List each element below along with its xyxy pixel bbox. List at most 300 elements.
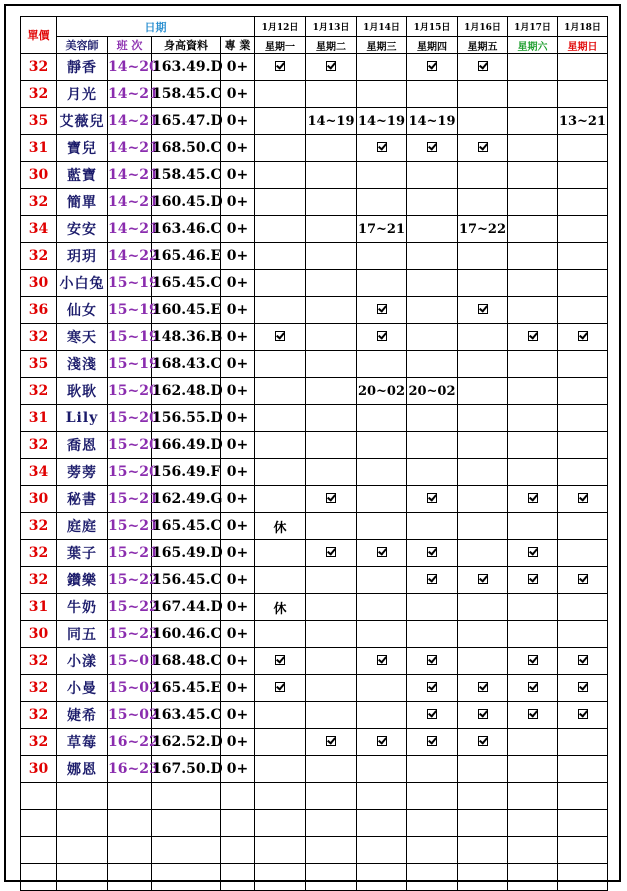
shift-cell: 15~20 (108, 432, 152, 459)
checkbox-checked-icon (578, 655, 588, 665)
empty-cell (508, 837, 558, 864)
day-cell (407, 162, 458, 189)
body-cell: 165.46.E (152, 243, 221, 270)
pro-cell: 0+ (221, 189, 255, 216)
body-cell: 160.45.D (152, 189, 221, 216)
checkbox-checked-icon (377, 655, 387, 665)
pro-cell: 0+ (221, 297, 255, 324)
checkbox-checked-icon (326, 736, 336, 746)
day-cell (558, 243, 608, 270)
day-cell (357, 675, 407, 702)
empty-cell (306, 810, 357, 837)
checkbox-checked-icon (377, 304, 387, 314)
name-cell: 同五 (57, 621, 108, 648)
day-cell (357, 324, 407, 351)
day-cell: 17~22 (458, 216, 508, 243)
empty-cell (407, 783, 458, 810)
price-cell: 32 (21, 378, 57, 405)
weekday-cell-sunday: 星期日 (558, 37, 608, 54)
day-cell (255, 81, 306, 108)
checkbox-checked-icon (377, 736, 387, 746)
empty-cell (306, 864, 357, 891)
empty-row (21, 783, 608, 810)
day-cell: 17~21 (357, 216, 407, 243)
day-cell (458, 540, 508, 567)
day-cell (357, 459, 407, 486)
shift-cell: 15~20 (108, 405, 152, 432)
checkbox-checked-icon (528, 331, 538, 341)
name-cell: 淺淺 (57, 351, 108, 378)
name-cell: 蒡蒡 (57, 459, 108, 486)
checkbox-checked-icon (578, 574, 588, 584)
header-row-2 (21, 37, 608, 54)
price-cell: 32 (21, 540, 57, 567)
day-cell (357, 297, 407, 324)
shift-cell: 14~21 (108, 216, 152, 243)
body-header: 身高資料 (152, 37, 221, 54)
table-row (21, 378, 608, 405)
table-row (21, 81, 608, 108)
day-cell (508, 756, 558, 783)
day-cell (458, 594, 508, 621)
empty-cell (152, 810, 221, 837)
table-row (21, 702, 608, 729)
checkbox-checked-icon (427, 709, 437, 719)
day-cell (508, 162, 558, 189)
checkbox-checked-icon (578, 709, 588, 719)
day-cell (508, 270, 558, 297)
body-cell: 162.48.D (152, 378, 221, 405)
day-cell (558, 594, 608, 621)
day-cell (558, 189, 608, 216)
empty-cell (458, 837, 508, 864)
day-cell: 14~19 (407, 108, 458, 135)
day-cell (407, 135, 458, 162)
checkbox-checked-icon (427, 61, 437, 71)
checkbox-checked-icon (275, 61, 285, 71)
pro-cell: 0+ (221, 405, 255, 432)
body-cell: 165.45.E (152, 675, 221, 702)
name-cell: 仙女 (57, 297, 108, 324)
day-cell (558, 432, 608, 459)
day-cell (407, 540, 458, 567)
schedule-body (21, 54, 608, 891)
pro-cell: 0+ (221, 270, 255, 297)
name-cell: 鑽樂 (57, 567, 108, 594)
day-cell (306, 756, 357, 783)
name-cell: 月光 (57, 81, 108, 108)
day-cell (306, 135, 357, 162)
checkbox-checked-icon (427, 655, 437, 665)
day-cell (255, 297, 306, 324)
day-cell (407, 459, 458, 486)
checkbox-checked-icon (478, 142, 488, 152)
day-cell (407, 432, 458, 459)
day-cell (508, 405, 558, 432)
shift-cell: 14~22 (108, 243, 152, 270)
day-cell: 20~02 (407, 378, 458, 405)
name-cell: 耿耿 (57, 378, 108, 405)
day-cell (255, 378, 306, 405)
checkbox-checked-icon (427, 736, 437, 746)
checkbox-checked-icon (528, 547, 538, 557)
shift-cell: 15~20 (108, 378, 152, 405)
empty-cell (508, 783, 558, 810)
table-row (21, 351, 608, 378)
day-cell (357, 621, 407, 648)
day-cell (306, 540, 357, 567)
day-cell (508, 486, 558, 513)
day-cell (508, 648, 558, 675)
day-cell (306, 702, 357, 729)
day-cell (407, 567, 458, 594)
day-cell (255, 270, 306, 297)
name-cell: 婕希 (57, 702, 108, 729)
price-cell: 32 (21, 648, 57, 675)
checkbox-checked-icon (578, 331, 588, 341)
day-cell (357, 567, 407, 594)
empty-cell (108, 810, 152, 837)
day-cell (558, 297, 608, 324)
day-cell (558, 567, 608, 594)
price-cell: 36 (21, 297, 57, 324)
empty-cell (108, 783, 152, 810)
name-header: 美容師 (57, 37, 108, 54)
table-row (21, 162, 608, 189)
day-cell: 休 (255, 513, 306, 540)
day-cell (558, 162, 608, 189)
date-cell: 1月14日 (357, 17, 407, 37)
pro-cell: 0+ (221, 162, 255, 189)
day-cell (508, 459, 558, 486)
checkbox-checked-icon (326, 547, 336, 557)
shift-cell: 14~21 (108, 189, 152, 216)
day-cell (407, 513, 458, 540)
pro-cell: 0+ (221, 702, 255, 729)
body-cell: 158.45.C (152, 162, 221, 189)
price-cell: 32 (21, 675, 57, 702)
shift-cell: 15~22 (108, 567, 152, 594)
empty-cell (255, 837, 306, 864)
day-cell (357, 648, 407, 675)
pro-cell: 0+ (221, 648, 255, 675)
body-cell: 156.49.F (152, 459, 221, 486)
price-cell: 31 (21, 405, 57, 432)
day-cell (558, 702, 608, 729)
day-cell (306, 351, 357, 378)
checkbox-checked-icon (578, 682, 588, 692)
table-row (21, 513, 608, 540)
shift-cell: 15~19 (108, 270, 152, 297)
empty-cell (558, 810, 608, 837)
day-cell (558, 621, 608, 648)
body-cell: 163.49.D (152, 54, 221, 81)
empty-cell (57, 810, 108, 837)
header-row-1 (21, 17, 608, 37)
name-cell: 小漾 (57, 648, 108, 675)
empty-cell (221, 864, 255, 891)
body-cell: 163.46.C (152, 216, 221, 243)
shift-cell: 15~23 (108, 621, 152, 648)
day-cell (458, 648, 508, 675)
name-cell: 寶兒 (57, 135, 108, 162)
body-cell: 160.46.C (152, 621, 221, 648)
day-cell (558, 540, 608, 567)
pro-cell: 0+ (221, 378, 255, 405)
empty-cell (407, 837, 458, 864)
day-cell (306, 486, 357, 513)
checkbox-checked-icon (275, 655, 285, 665)
date-cell: 1月15日 (407, 17, 458, 37)
day-cell (255, 729, 306, 756)
body-cell: 168.48.C (152, 648, 221, 675)
day-cell (508, 621, 558, 648)
weekday-cell-saturday: 星期六 (508, 37, 558, 54)
empty-cell (21, 837, 57, 864)
empty-cell (21, 783, 57, 810)
price-cell: 32 (21, 729, 57, 756)
shift-cell: 15~02 (108, 702, 152, 729)
day-cell (357, 270, 407, 297)
day-cell (558, 351, 608, 378)
body-cell: 148.36.B (152, 324, 221, 351)
day-cell (306, 189, 357, 216)
day-cell (458, 81, 508, 108)
empty-cell (255, 864, 306, 891)
shift-cell: 15~21 (108, 513, 152, 540)
day-cell (255, 351, 306, 378)
shift-cell: 15~19 (108, 324, 152, 351)
body-cell: 160.45.E (152, 297, 221, 324)
table-row (21, 243, 608, 270)
day-cell (306, 297, 357, 324)
day-cell (458, 243, 508, 270)
day-cell (558, 513, 608, 540)
pro-cell: 0+ (221, 729, 255, 756)
day-cell (458, 351, 508, 378)
name-cell: 安安 (57, 216, 108, 243)
table-row (21, 459, 608, 486)
day-cell (255, 486, 306, 513)
table-row (21, 675, 608, 702)
price-cell: 32 (21, 432, 57, 459)
empty-row (21, 864, 608, 891)
price-cell: 30 (21, 621, 57, 648)
date-cell: 1月12日 (255, 17, 306, 37)
empty-row (21, 810, 608, 837)
empty-cell (108, 837, 152, 864)
checkbox-checked-icon (528, 493, 538, 503)
price-cell: 34 (21, 216, 57, 243)
price-cell: 35 (21, 108, 57, 135)
day-cell (357, 351, 407, 378)
day-cell (458, 432, 508, 459)
day-cell (407, 486, 458, 513)
day-cell (357, 405, 407, 432)
day-cell (508, 243, 558, 270)
day-cell (458, 108, 508, 135)
checkbox-checked-icon (427, 682, 437, 692)
day-cell (306, 459, 357, 486)
checkbox-checked-icon (427, 574, 437, 584)
price-cell: 32 (21, 54, 57, 81)
day-cell (255, 135, 306, 162)
pro-header: 專 業 (221, 37, 255, 54)
day-cell (407, 216, 458, 243)
table-row (21, 216, 608, 243)
price-header: 單價 (21, 17, 57, 54)
empty-cell (558, 783, 608, 810)
pro-cell: 0+ (221, 243, 255, 270)
empty-cell (558, 864, 608, 891)
empty-cell (407, 864, 458, 891)
day-cell (357, 54, 407, 81)
empty-cell (152, 837, 221, 864)
day-cell (357, 486, 407, 513)
shift-cell: 15~20 (108, 459, 152, 486)
day-cell (357, 756, 407, 783)
day-cell (508, 324, 558, 351)
day-cell (407, 594, 458, 621)
shift-cell: 16~23 (108, 756, 152, 783)
table-row (21, 297, 608, 324)
day-cell (407, 351, 458, 378)
pro-cell: 0+ (221, 54, 255, 81)
day-cell (357, 162, 407, 189)
pro-cell: 0+ (221, 216, 255, 243)
day-cell (558, 459, 608, 486)
empty-cell (255, 783, 306, 810)
body-cell: 165.47.D (152, 108, 221, 135)
day-cell (255, 54, 306, 81)
shift-cell: 15~19 (108, 297, 152, 324)
day-cell (508, 54, 558, 81)
price-cell: 32 (21, 243, 57, 270)
pro-cell: 0+ (221, 324, 255, 351)
shift-cell: 15~19 (108, 351, 152, 378)
day-cell (558, 648, 608, 675)
day-cell (407, 756, 458, 783)
day-cell (357, 540, 407, 567)
price-cell: 31 (21, 594, 57, 621)
body-cell: 165.45.C (152, 513, 221, 540)
price-cell: 31 (21, 135, 57, 162)
day-cell (306, 432, 357, 459)
body-cell: 163.45.C (152, 702, 221, 729)
checkbox-checked-icon (427, 547, 437, 557)
day-cell (508, 513, 558, 540)
shift-cell: 15~22 (108, 594, 152, 621)
day-cell (508, 135, 558, 162)
price-cell: 35 (21, 351, 57, 378)
name-cell: 草莓 (57, 729, 108, 756)
day-cell (255, 675, 306, 702)
shift-cell: 16~22 (108, 729, 152, 756)
day-cell (508, 594, 558, 621)
weekday-cell: 星期四 (407, 37, 458, 54)
day-cell (558, 324, 608, 351)
day-cell (407, 54, 458, 81)
shift-cell: 14~21 (108, 108, 152, 135)
empty-cell (57, 837, 108, 864)
day-cell (558, 270, 608, 297)
table-row (21, 756, 608, 783)
day-cell (407, 324, 458, 351)
day-cell (255, 702, 306, 729)
day-cell (458, 729, 508, 756)
day-cell (458, 486, 508, 513)
empty-cell (407, 810, 458, 837)
name-cell: Lily (57, 405, 108, 432)
checkbox-checked-icon (326, 61, 336, 71)
empty-cell (57, 783, 108, 810)
checkbox-checked-icon (528, 709, 538, 719)
checkbox-checked-icon (578, 493, 588, 503)
day-cell (255, 405, 306, 432)
day-cell (407, 81, 458, 108)
day-cell (407, 405, 458, 432)
date-cell: 1月13日 (306, 17, 357, 37)
empty-cell (221, 783, 255, 810)
body-cell: 156.45.C (152, 567, 221, 594)
checkbox-checked-icon (326, 493, 336, 503)
shift-cell: 15~21 (108, 486, 152, 513)
day-cell (306, 162, 357, 189)
day-cell (558, 135, 608, 162)
checkbox-checked-icon (478, 736, 488, 746)
body-cell: 162.52.D (152, 729, 221, 756)
shift-cell: 14~20 (108, 54, 152, 81)
day-cell (558, 378, 608, 405)
pro-cell: 0+ (221, 567, 255, 594)
day-cell (558, 81, 608, 108)
price-cell: 32 (21, 324, 57, 351)
day-cell (255, 108, 306, 135)
day-cell (306, 405, 357, 432)
name-cell: 喬恩 (57, 432, 108, 459)
pro-cell: 0+ (221, 594, 255, 621)
table-row (21, 54, 608, 81)
weekday-cell: 星期一 (255, 37, 306, 54)
name-cell: 牛奶 (57, 594, 108, 621)
table-row (21, 729, 608, 756)
empty-cell (458, 783, 508, 810)
table-row (21, 270, 608, 297)
name-cell: 庭庭 (57, 513, 108, 540)
pro-cell: 0+ (221, 486, 255, 513)
day-cell (558, 756, 608, 783)
day-cell (508, 675, 558, 702)
name-cell: 娜恩 (57, 756, 108, 783)
empty-cell (508, 864, 558, 891)
day-cell (407, 621, 458, 648)
date-cell: 1月17日 (508, 17, 558, 37)
empty-cell (357, 864, 407, 891)
name-cell: 秘書 (57, 486, 108, 513)
price-cell: 32 (21, 702, 57, 729)
empty-cell (458, 810, 508, 837)
empty-cell (357, 837, 407, 864)
price-cell: 30 (21, 270, 57, 297)
table-row (21, 486, 608, 513)
day-cell (458, 378, 508, 405)
body-cell: 167.44.D (152, 594, 221, 621)
day-cell (255, 459, 306, 486)
pro-cell: 0+ (221, 351, 255, 378)
checkbox-checked-icon (478, 682, 488, 692)
name-cell: 靜香 (57, 54, 108, 81)
body-cell: 168.43.C (152, 351, 221, 378)
